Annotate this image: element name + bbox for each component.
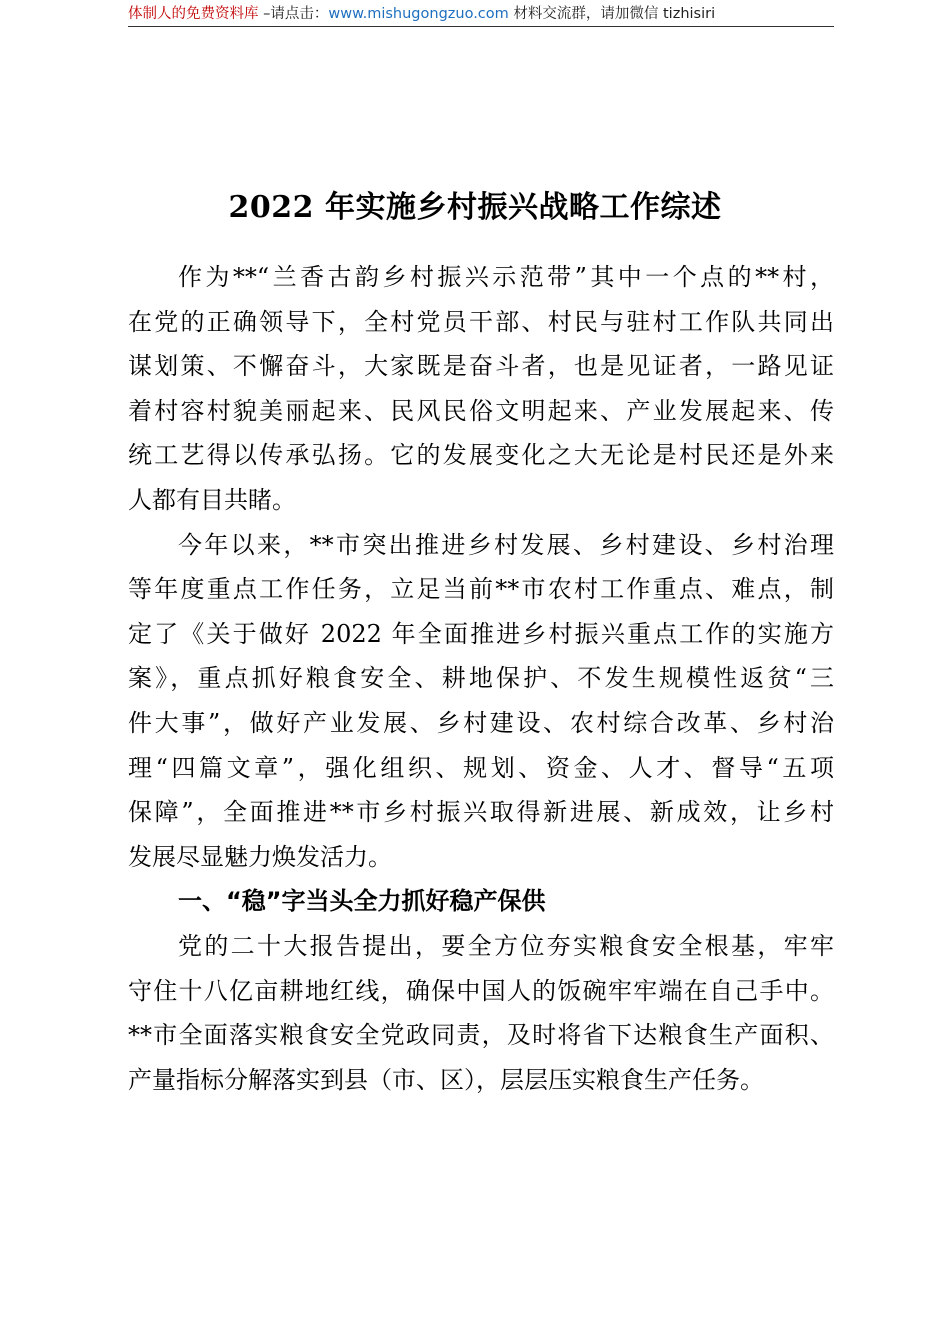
text-line: 统工艺得以传承弘扬。它的发展变化之大无论是村民还是外来 bbox=[128, 441, 834, 470]
text-line: 着村容村貌美丽起来、民风民俗文明起来、产业发展起来、传 bbox=[128, 396, 834, 425]
text-line: 今年以来，**市突出推进乡村发展、乡村建设、乡村治理 bbox=[178, 530, 834, 559]
header-brand: 体制人的免费资料库 bbox=[128, 6, 259, 22]
document-body bbox=[128, 255, 834, 1102]
section-heading: 一、“稳”字当头全力抓好稳产保供 bbox=[178, 887, 546, 916]
header-site-link[interactable]: www.mishugongzuo.com bbox=[328, 6, 509, 22]
text-line: 人都有目共睹。 bbox=[128, 485, 296, 514]
page-header bbox=[128, 2, 834, 26]
text-line: 党的二十大报告提出，要全方位夯实粮食安全根基，牢牢 bbox=[178, 931, 834, 960]
text-line: 在党的正确领导下，全村党员干部、村民与驻村工作队共同出 bbox=[128, 307, 834, 336]
text-line: 谋划策、不懈奋斗，大家既是奋斗者，也是见证者，一路见证 bbox=[128, 352, 834, 381]
text-line: 保障”，全面推进**市乡村振兴取得新进展、新成效，让乡村 bbox=[128, 798, 834, 827]
text-line: 件大事”，做好产业发展、乡村建设、农村综合改革、乡村治 bbox=[128, 708, 834, 737]
text-line: 作为**“兰香古韵乡村振兴示范带”其中一个点的**村， bbox=[178, 263, 834, 291]
header-contact: 材料交流群，请加微信 tizhisiri bbox=[508, 6, 716, 22]
paragraph-overview bbox=[128, 523, 834, 880]
text-line: 产量指标分解落实到县（市、区），层层压实粮食生产任务。 bbox=[128, 1065, 764, 1094]
text-line: 守住十八亿亩耕地红线，确保中国人的饭碗牢牢端在自己手中。 bbox=[128, 976, 834, 1005]
text-line: 发展尽显魅力焕发活力。 bbox=[128, 842, 392, 871]
document-title: 2022 年实施乡村振兴战略工作综述 bbox=[228, 190, 722, 225]
paragraph-grain-security bbox=[128, 924, 834, 1102]
text-line: 案》，重点抓好粮食安全、耕地保护、不发生规模性返贫“三 bbox=[128, 664, 834, 693]
text-line: 理“四篇文章”，强化组织、规划、资金、人才、督导“五项 bbox=[128, 753, 834, 782]
text-line: 定了《关于做好 2022 年全面推进乡村振兴重点工作的实施方 bbox=[128, 619, 834, 648]
text-line: **市全面落实粮食安全党政同责，及时将省下达粮食生产面积、 bbox=[128, 1021, 834, 1050]
header-prompt: –请点击： bbox=[258, 6, 329, 22]
header-divider bbox=[128, 26, 834, 27]
paragraph-intro bbox=[128, 255, 834, 523]
text-line: 等年度重点工作任务，立足当前**市农村工作重点、难点，制 bbox=[128, 575, 834, 604]
